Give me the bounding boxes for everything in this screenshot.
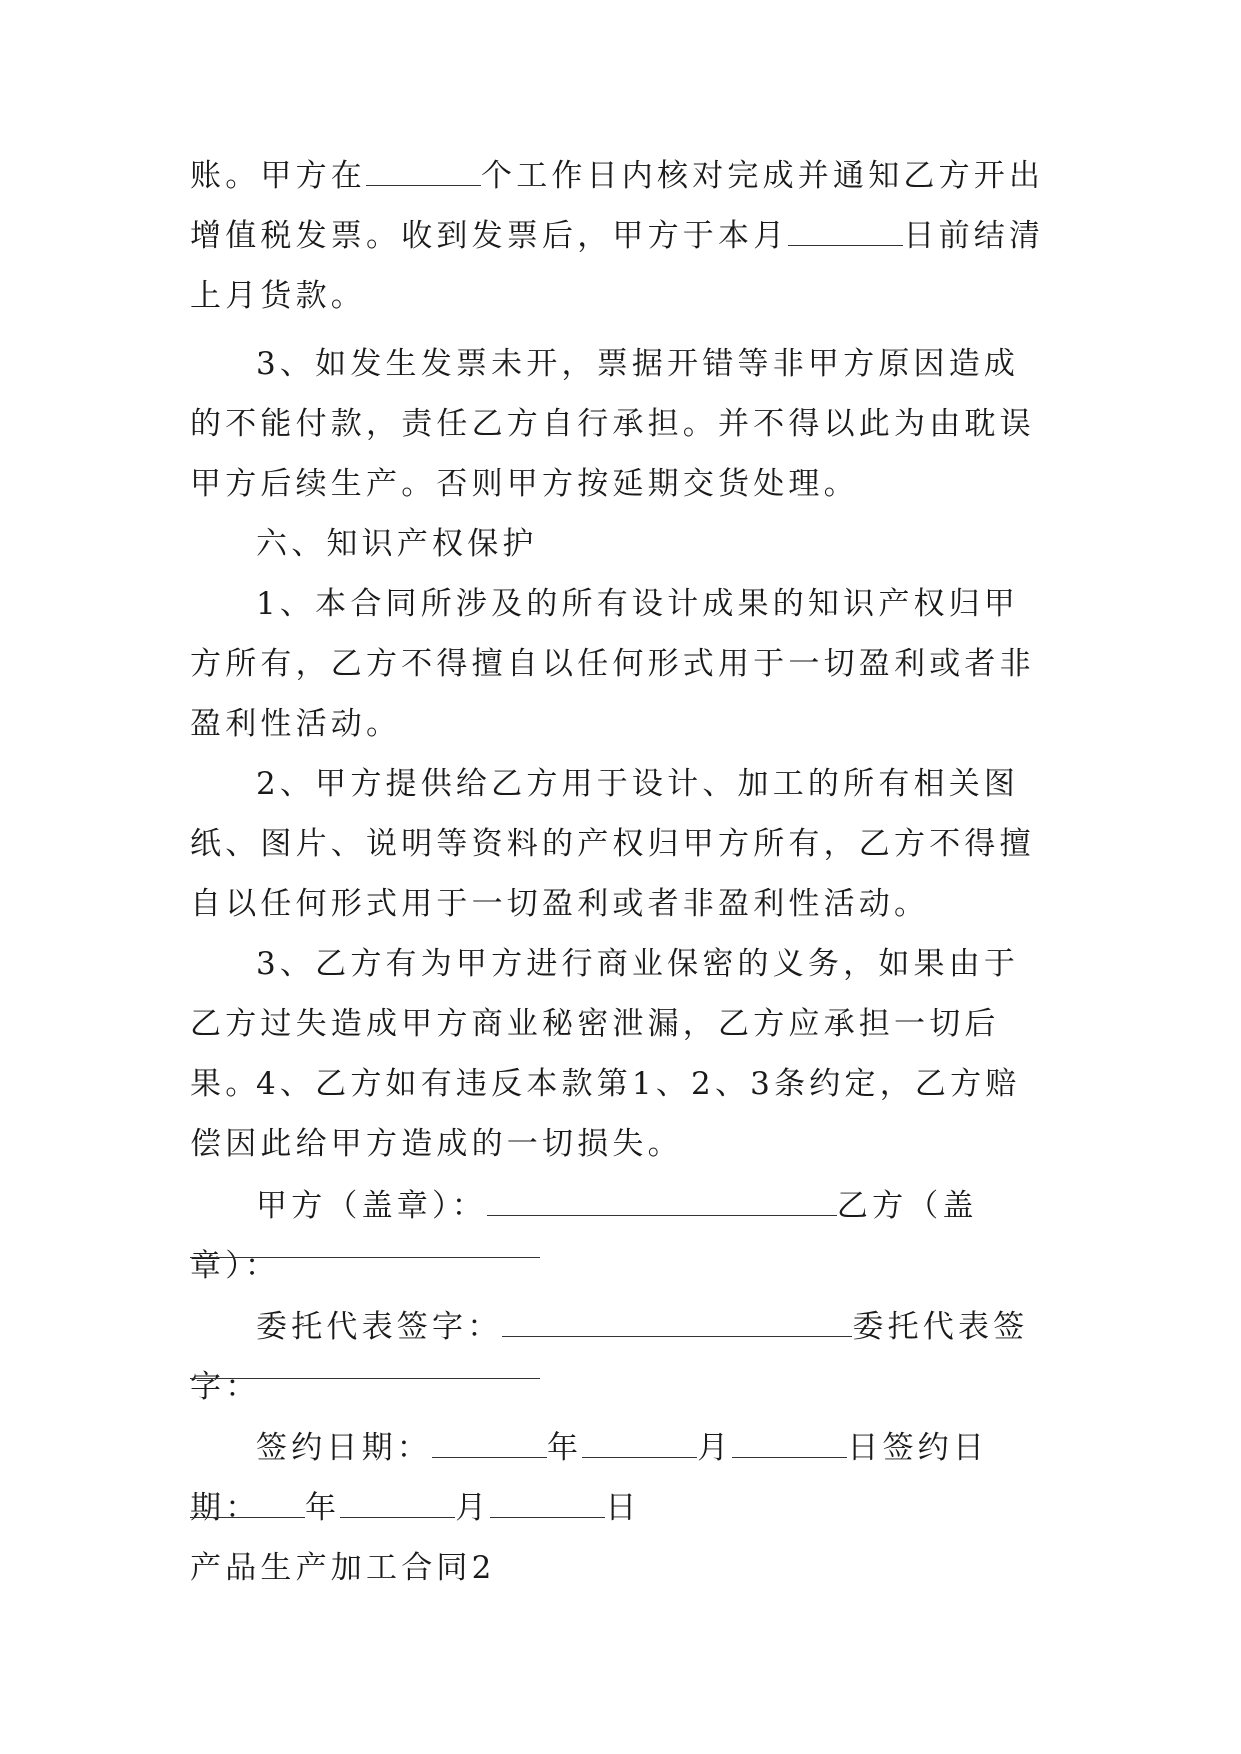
clause-6-1: 1、本合同所涉及的所有设计成果的知识产权归甲方所有，乙方不得擅自以任何形式用于一切盈利或者非盈利性活动。 bbox=[190, 586, 1035, 742]
day-label: 日 bbox=[847, 1430, 883, 1466]
sign-date-b-line bbox=[190, 1478, 1052, 1538]
text-run: 账。甲方在 bbox=[190, 158, 366, 194]
text-run: 个工作日内核对完成并通知乙方开出增值税发票。收到发票后，甲方于本月 bbox=[190, 158, 1045, 254]
rep-sign-a-label: 委托代表签字： bbox=[256, 1309, 503, 1345]
section-heading-6: 六、知识产权保护 bbox=[256, 526, 538, 562]
month-blank bbox=[340, 1491, 455, 1518]
year-label: 年 bbox=[547, 1430, 583, 1466]
clause-6-4: 4、乙方如有违反本款第1、2、3条约定，乙方赔偿因此给甲方造成的一切损失。 bbox=[190, 1066, 1021, 1162]
party-b-seal-blank bbox=[190, 1257, 540, 1258]
rep-sign-line bbox=[190, 1297, 1052, 1417]
party-b-seal-label: 乙方（盖章）： bbox=[190, 1188, 978, 1284]
sign-date-b-label: 签约日期： bbox=[190, 1430, 989, 1526]
party-a-seal-label: 甲方（盖章）： bbox=[256, 1188, 487, 1224]
month-label: 月 bbox=[697, 1430, 733, 1466]
rep-sign-b-label: 委托代表签字： bbox=[190, 1309, 1029, 1405]
text-run: 日前结清上月货款。 bbox=[190, 218, 1045, 314]
month-label: 月 bbox=[455, 1490, 491, 1526]
day-blank bbox=[490, 1491, 605, 1518]
next-contract-title: 产品生产加工合同2 bbox=[190, 1550, 496, 1586]
blank-days bbox=[366, 159, 481, 186]
year-label: 年 bbox=[305, 1490, 341, 1526]
clause-6-2: 2、甲方提供给乙方用于设计、加工的所有相关图纸、图片、说明等资料的产权归甲方所有，乙方不得擅自以任何形式用于一切盈利或者非盈利性活动。 bbox=[190, 766, 1035, 922]
year-blank bbox=[190, 1491, 305, 1518]
year-blank bbox=[432, 1431, 547, 1458]
sign-date-a-label: 签约日期： bbox=[256, 1430, 432, 1466]
payment-paragraph bbox=[190, 146, 1052, 326]
blank-date bbox=[788, 219, 903, 246]
rep-sign-a-blank bbox=[502, 1310, 852, 1337]
rep-sign-b-blank bbox=[190, 1378, 540, 1379]
seal-line bbox=[190, 1176, 1052, 1296]
day-label: 日 bbox=[605, 1490, 641, 1526]
clause-5-3: 3、如发生发票未开，票据开错等非甲方原因造成的不能付款，责任乙方自行承担。并不得以此为由耽误甲方后续生产。否则甲方按延期交货处理。 bbox=[190, 346, 1035, 502]
clause-6-3: 3、乙方有为甲方进行商业保密的义务，如果由于乙方过失造成甲方商业秘密泄漏，乙方应承担一切后果。 bbox=[190, 946, 1020, 1102]
month-blank bbox=[582, 1431, 697, 1458]
day-blank bbox=[732, 1431, 847, 1458]
party-a-seal-blank bbox=[487, 1189, 837, 1216]
